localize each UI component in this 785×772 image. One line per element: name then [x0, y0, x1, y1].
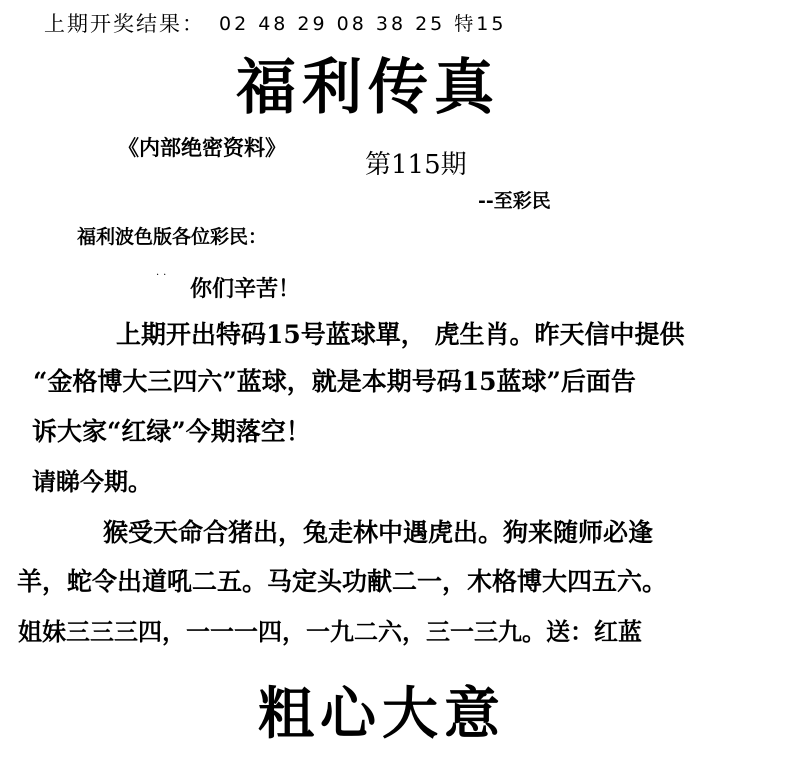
- body-line-1: 你们辛苦！: [190, 276, 301, 302]
- body-line-2: 上期开出特码15号蓝球單， 虎生肖。昨天信中提供: [116, 320, 685, 349]
- page-title: 福利传真: [236, 53, 500, 123]
- body-line-5: 请睇今期。: [32, 467, 152, 496]
- issue-number: 第115期: [365, 150, 467, 180]
- body-line-7: 羊，蛇令出道吼二五。马定头功献二一，木格博大四五六。: [17, 567, 668, 596]
- last-result-label: 上期开奖结果：: [44, 12, 205, 36]
- body-line-6: 猴受天命合猪出，兔走林中遇虎出。狗来随师必逢: [103, 518, 654, 547]
- body-line-3: “金格博大三四六”蓝球，就是本期号码15蓝球”后面告: [33, 367, 636, 396]
- decorative-dots: ..: [156, 267, 171, 278]
- signature: --至彩民: [478, 190, 551, 212]
- body-line-4: 诉大家“红绿”今期落空！: [32, 417, 311, 446]
- body-line-8: 姐妹三三三四，一一一四，一九二六，三一三九。送：红蓝: [18, 617, 642, 646]
- greeting-text: 福利波色版各位彩民：: [77, 226, 268, 248]
- footer-title: 粗心大意: [258, 681, 506, 747]
- last-result-numbers: 02 48 29 08 38 25 特15: [219, 13, 507, 35]
- document-subtitle: 《内部绝密资料》: [118, 135, 286, 160]
